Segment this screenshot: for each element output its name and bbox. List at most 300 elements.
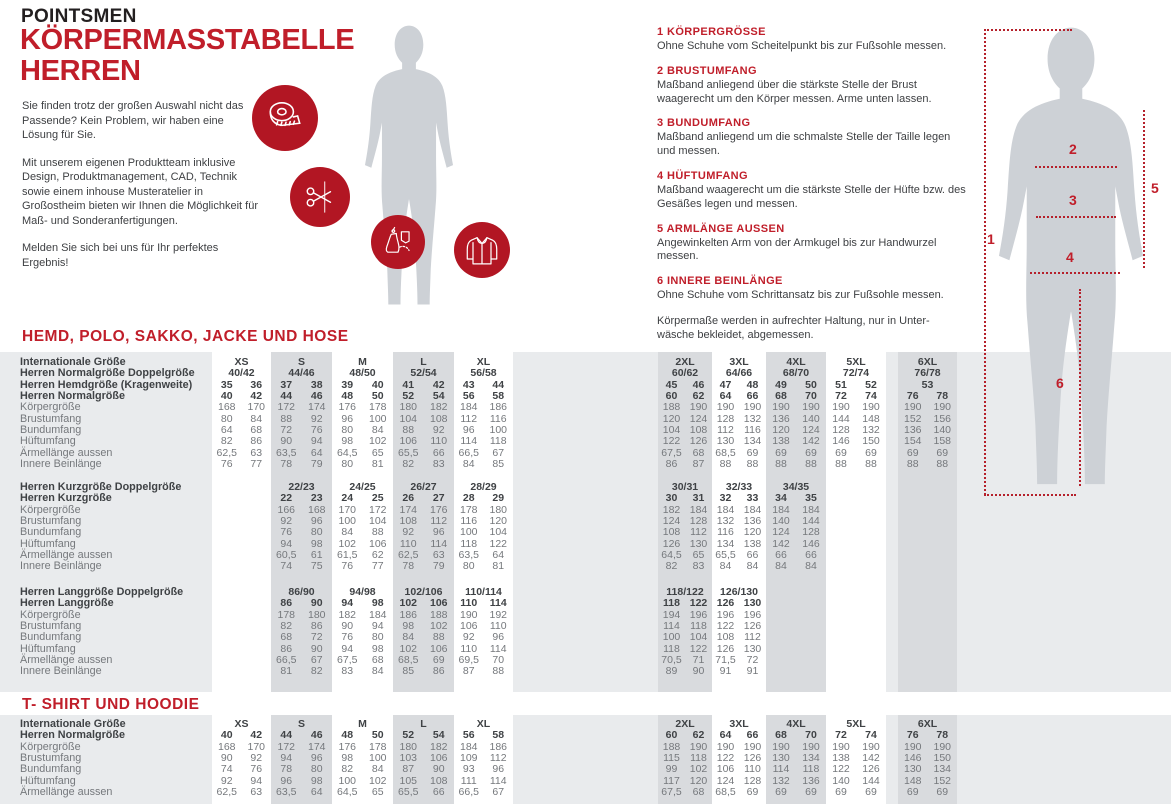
cell-value: XS [234,356,249,368]
cell-value: 102 [399,597,418,610]
measure-line [1036,216,1116,218]
cell-value: 146 [802,537,820,550]
cell-value: 64,5 [661,549,682,562]
cell-value: 44/46 [288,367,315,380]
row-label: Bundumfang [20,631,82,644]
cell-value: 190 [459,608,478,621]
cell-value: 146 [903,752,922,765]
cell-value: 47 [719,378,732,391]
cell-value: 81 [280,665,293,678]
table-cell [271,493,332,504]
cell-value: 88 [280,412,293,425]
cell-value: 3XL [729,356,749,368]
cell-value: 180 [307,608,326,621]
cell-value: 67 [310,654,323,667]
table-row [0,516,1171,527]
cell-value: 142 [862,752,880,765]
cell-value: 184 [459,740,478,753]
cell-value: 5XL [846,356,866,368]
cell-value: 104 [368,515,387,528]
cell-value: 111 [460,774,477,787]
cell-value: 87 [402,763,415,776]
cell-value: 172 [368,503,387,516]
cell-value: 62 [692,729,705,742]
cell-value: 32 [719,492,732,505]
cell-value: 130 [716,435,735,448]
row-label: Körpergröße [20,503,81,516]
cell-value: 94/98 [349,586,376,598]
cell-value: 178 [368,401,387,414]
cell-value: 168 [307,503,326,516]
measure-line [984,494,1076,496]
cell-value: 48 [341,390,354,403]
cell-value: 88 [492,665,505,678]
cell-value: 63,5 [458,549,479,562]
cell-value: 83 [692,560,705,573]
cell-value: 134 [716,537,735,550]
instruction-title: 6 INNERE BEINLÄNGE [657,275,783,288]
cell-value: 114 [430,537,448,550]
cell-value: 120 [489,515,508,528]
cell-value: 118 [690,752,707,765]
cell-value: 170 [247,740,266,753]
cell-value: 81 [371,458,384,471]
cell-value: 82 [280,620,293,633]
cell-value: 25 [371,492,384,505]
cell-value: 126 [662,537,681,550]
cell-value: 90 [280,435,293,448]
cell-value: 118 [489,435,507,448]
cell-value: 88 [775,458,787,471]
cell-value: 56/58 [470,367,497,380]
cell-value: 110/114 [465,586,502,598]
measurement-note: Körpermaße werden in aufrechter Haltung, nur in Unterwäsche bekleidet, abgemessen. [657,314,930,341]
cell-value: 5XL [846,718,866,730]
cell-value: 64 [220,424,233,437]
cell-value: 65 [371,786,384,799]
table-cell [271,730,332,741]
table-row [0,632,1171,643]
cell-value: 104 [689,631,708,644]
cell-value: 86 [665,458,678,471]
cell-value: 106 [429,752,448,765]
cell-value: 172 [277,401,296,414]
cell-value: 66 [746,549,759,562]
cell-value: 79 [310,458,323,471]
table-row [0,610,1171,621]
cell-value: 72 [835,390,847,403]
cell-value: 136 [743,515,762,528]
brand-logo: POINTSMEN [21,6,137,27]
cell-value: 42 [250,729,263,742]
table-cell [393,598,454,609]
instruction-title: 3 BUNDUMFANG [657,117,751,130]
cell-value: 102 [368,774,387,787]
cell-value: 110 [460,597,478,610]
cell-value: 96 [310,515,323,528]
cell-value: XS [234,718,249,730]
cell-value: 77 [371,560,384,573]
cell-value: 98 [310,537,323,550]
cell-value: 90 [310,597,323,610]
cell-value: 69 [865,786,877,799]
cell-value: 112 [744,631,761,644]
table-row [0,550,1171,561]
cell-value: 76 [280,526,293,539]
cell-value: 80 [310,763,323,776]
row-label: Brustumfang [20,752,82,765]
cell-value: 4XL [786,356,806,368]
cell-value: 144 [802,515,820,528]
cell-value: 69 [805,786,817,799]
cell-value: 140 [933,424,952,437]
cell-value: 60 [665,729,678,742]
measure-line [1079,289,1081,486]
table-cell [766,493,826,504]
table-cell [658,459,712,470]
scissors-icon [301,178,339,216]
cell-value: 22/23 [288,481,315,493]
row-label: Internationale Größe [20,718,126,730]
table-row [0,539,1171,550]
cell-value: 128 [689,515,708,528]
table-cell [454,787,513,798]
intro-paragraph-2: Mit unserem eigenen Produktteam inklusive Design, Produktmanagement, CAD, Technik sowie einem inhouse Musteratelier in Großostheim bieten wir Ihnen die Möglichkeit für Maß- und Sonderanfertigungen. [22,156,258,227]
table-cell [332,459,393,470]
cell-value: XL [476,718,491,730]
table-row [0,644,1171,655]
cell-value: 124 [716,774,735,787]
instruction-title: 5 ARMLÄNGE AUSSEN [657,222,785,235]
size-table-tshirt-hoodie [0,715,1171,804]
cell-value: 90 [220,752,233,765]
cell-value: 178 [459,503,478,516]
table-cell [712,368,766,379]
instruction-text: Maßband waagerecht um die stärkste Stelle der Hüfte bzw. des Gesäßes legen und messen. [657,183,966,210]
cell-value: 72 [746,654,759,667]
cell-value: 190 [832,740,850,753]
measuring-tape-badge [252,85,318,151]
cell-value: 102 [689,763,708,776]
cell-value: 36 [250,378,263,391]
cell-value: 192 [489,608,508,621]
cell-value: 66,5 [276,654,297,667]
cell-value: 87 [692,458,705,471]
male-silhouette-measured [984,25,1158,511]
cell-value: 126 [716,642,735,655]
cell-value: 182 [338,608,357,621]
row-label: Hüftumfang [20,774,76,787]
table-cell [332,787,393,798]
cell-value: 126/130 [720,586,758,598]
cell-value: 43 [462,378,475,391]
cell-value: 156 [933,412,952,425]
sewing-pattern-badge [371,215,425,269]
cell-value: 65 [692,549,705,562]
cell-value: 84 [805,560,817,573]
cell-value: 68 [692,446,705,459]
cell-value: 69 [746,446,759,459]
cell-value: S [297,718,305,730]
measure-line [1030,272,1120,274]
cell-value: 184 [772,503,790,516]
cell-value: 68 [371,654,384,667]
cell-value: 93 [462,763,475,776]
measure-line [1143,110,1145,268]
page-title [20,25,354,87]
cell-value: 84 [250,412,263,425]
cell-value: 79 [432,560,445,573]
cell-value: 32/33 [725,481,753,493]
table-cell [212,368,271,379]
cell-value: 70 [805,729,817,742]
cell-value: 128 [743,774,762,787]
cell-value: 128 [802,526,820,539]
instruction-item [657,26,969,54]
cell-value: 33 [746,492,759,505]
cell-value: 66,5 [458,786,479,799]
cell-value: 76 [341,631,354,644]
cell-value: 69 [432,654,445,667]
cell-value: 86 [250,435,263,448]
cell-value: 130 [689,537,708,550]
cell-value: 142 [772,537,790,550]
cell-value: 24 [341,492,354,505]
table-cell [332,730,393,741]
cell-value: 56 [462,729,475,742]
row-label: Ärmellänge aussen [20,446,113,459]
cell-value: 38 [310,378,323,391]
cell-value: 118 [460,537,478,550]
table-cell [393,730,454,741]
cell-value: 188 [662,740,681,753]
cell-value: 74 [865,390,877,403]
table-cell [658,561,712,572]
row-label: Hüftumfang [20,537,76,550]
cell-value: 94 [250,774,263,787]
cell-value: 62,5 [216,446,237,459]
cell-value: 100 [338,774,357,787]
table-cell [271,561,332,572]
cell-value: 46 [310,729,323,742]
cell-value: 112 [690,526,707,539]
row-label: Körpergröße [20,401,81,414]
cell-value: 58 [492,729,505,742]
table-cell [658,598,712,609]
cell-value: 64 [719,390,732,403]
cell-value: 92 [432,424,445,437]
cell-value: 100 [459,526,478,539]
cell-value: 69 [746,786,759,799]
table-cell [658,666,712,677]
cell-value: 106 [459,620,478,633]
cell-value: 68,5 [715,446,736,459]
cell-value: 112 [717,424,734,437]
cell-value: 74 [220,763,233,776]
instruction-item [657,117,969,159]
cell-value: 110 [744,763,761,776]
cell-value: 27 [432,492,445,505]
intro-paragraph-1: Sie finden trotz der großen Auswahl nicht das Passende? Kein Problem, wir haben eine Lösung für Sie. [22,100,244,141]
cell-value: 110 [489,620,507,633]
cell-value: 190 [903,401,922,414]
cell-value: 76 [310,424,323,437]
cell-value: 71,5 [715,654,736,667]
table1-heading: HEMD, POLO, SAKKO, JACKE UND HOSE [22,328,349,345]
cell-value: 41 [402,378,415,391]
cell-value: 45 [665,378,678,391]
table-cell [212,730,271,741]
table-cell [712,561,766,572]
cell-value: 184 [689,503,708,516]
cell-value: 100 [489,424,508,437]
cell-value: 62 [371,549,384,562]
row-label: Brustumfang [20,412,82,425]
cell-value: 91 [746,665,759,678]
cell-value: 190 [933,401,952,414]
cell-value: L [420,356,427,368]
cell-value: 74 [280,560,293,573]
cell-value: 90 [692,665,705,678]
cell-value: 84 [719,560,732,573]
row-label: Ärmellänge aussen [20,654,113,667]
table-cell [826,459,886,470]
measure-line [984,29,1072,31]
measure-number-6: 6 [1056,375,1064,391]
cell-value: 124 [662,515,681,528]
cell-value: 76 [220,458,233,471]
row-label: Ärmellänge aussen [20,549,113,562]
cell-value: 126 [862,763,880,776]
cell-value: 92 [280,515,293,528]
table-cell [826,787,886,798]
table-cell [712,730,766,741]
cell-value: 42 [432,378,445,391]
table-row [0,666,1171,677]
row-label: Hüftumfang [20,642,76,655]
cell-value: 80 [341,458,354,471]
row-label: Innere Beinlänge [20,458,102,471]
cell-value: 67,5 [661,786,682,799]
cell-value: 86 [310,620,323,633]
cell-value: 64 [310,446,323,459]
cell-value: 88 [835,458,847,471]
row-label: Innere Beinlänge [20,560,102,573]
cell-value: 106 [429,642,448,655]
cell-value: 92 [310,412,323,425]
table-cell [332,493,393,504]
row-label: Ärmellänge aussen [20,786,113,799]
cell-value: 126 [716,597,735,610]
cell-value: 106 [399,435,418,448]
cell-value: 69 [936,446,949,459]
cell-value: 66 [805,549,817,562]
cell-value: 42 [250,390,263,403]
row-label: Herren Kurzgröße Doppelgröße [20,481,182,493]
row-label: Herren Langgröße [20,597,114,610]
cell-value: 114 [460,435,478,448]
cell-value: 140 [832,774,850,787]
cell-value: 69 [906,446,919,459]
table-cell [393,368,454,379]
cell-value: M [358,718,367,730]
cell-value: 64 [719,729,732,742]
instruction-title: 2 BRUSTUMFANG [657,64,757,77]
cell-value: 108 [429,412,448,425]
cell-value: 108 [399,515,418,528]
cell-value: 48/50 [349,367,376,380]
cell-value: 136 [802,774,820,787]
table-cell [271,459,332,470]
cell-value: 50 [805,378,817,391]
cell-value: 100 [368,752,387,765]
cell-value: 86 [280,597,293,610]
cell-value: 100 [368,412,387,425]
cell-value: 87 [462,665,475,678]
cell-value: 112 [430,515,448,528]
cell-value: 46 [692,378,705,391]
cell-value: 144 [862,774,880,787]
cell-value: 94 [371,620,384,633]
cell-value: 24/25 [349,481,376,493]
cell-value: 146 [832,435,850,448]
cell-value: 46 [310,390,323,403]
instruction-text: Maßband anliegend um die schmalste Stelle der Taille legen und messen. [657,131,951,158]
cell-value: 132 [862,424,880,437]
cell-value: 114 [772,763,790,776]
cell-value: 62,5 [398,549,419,562]
cell-value: M [358,356,367,368]
cell-value: 69 [936,786,949,799]
page-title-line2: HERREN [20,55,141,87]
cell-value: 190 [689,740,708,753]
cell-value: 117 [663,774,680,787]
cell-value: 88 [746,458,759,471]
cell-value: 82 [665,560,678,573]
row-label: Herren Normalgröße Doppelgröße [20,367,195,380]
cell-value: 60,5 [276,549,297,562]
cell-value: 63 [250,446,263,459]
cell-value: 78 [280,763,293,776]
cell-value: 3XL [729,718,749,730]
cell-value: 124 [802,424,820,437]
intro-paragraph-3: Melden Sie sich bei uns für Ihr perfektes Ergebnis! [22,242,219,269]
cell-value: 124 [689,412,708,425]
cell-value: 90 [341,620,354,633]
cell-value: 72/74 [842,367,870,380]
row-label: Körpergröße [20,740,81,753]
cell-value: 114 [489,774,507,787]
cell-value: 61,5 [337,549,358,562]
cell-value: 154 [903,435,922,448]
table-row [0,598,1171,609]
cell-value: 138 [772,435,790,448]
row-label: Bundumfang [20,424,82,437]
cell-value: 168 [217,401,236,414]
table-cell [454,598,513,609]
cell-value: 54 [432,390,445,403]
cell-value: 74 [865,729,877,742]
cell-value: 140 [772,515,790,528]
cell-value: 58 [492,390,505,403]
cell-value: 72 [280,424,293,437]
cell-value: 84 [371,665,384,678]
cell-value: 170 [247,401,266,414]
cell-value: 134 [802,752,820,765]
cell-value: 84 [462,458,475,471]
cell-value: 122 [489,537,508,550]
cell-value: 118/122 [666,586,704,598]
